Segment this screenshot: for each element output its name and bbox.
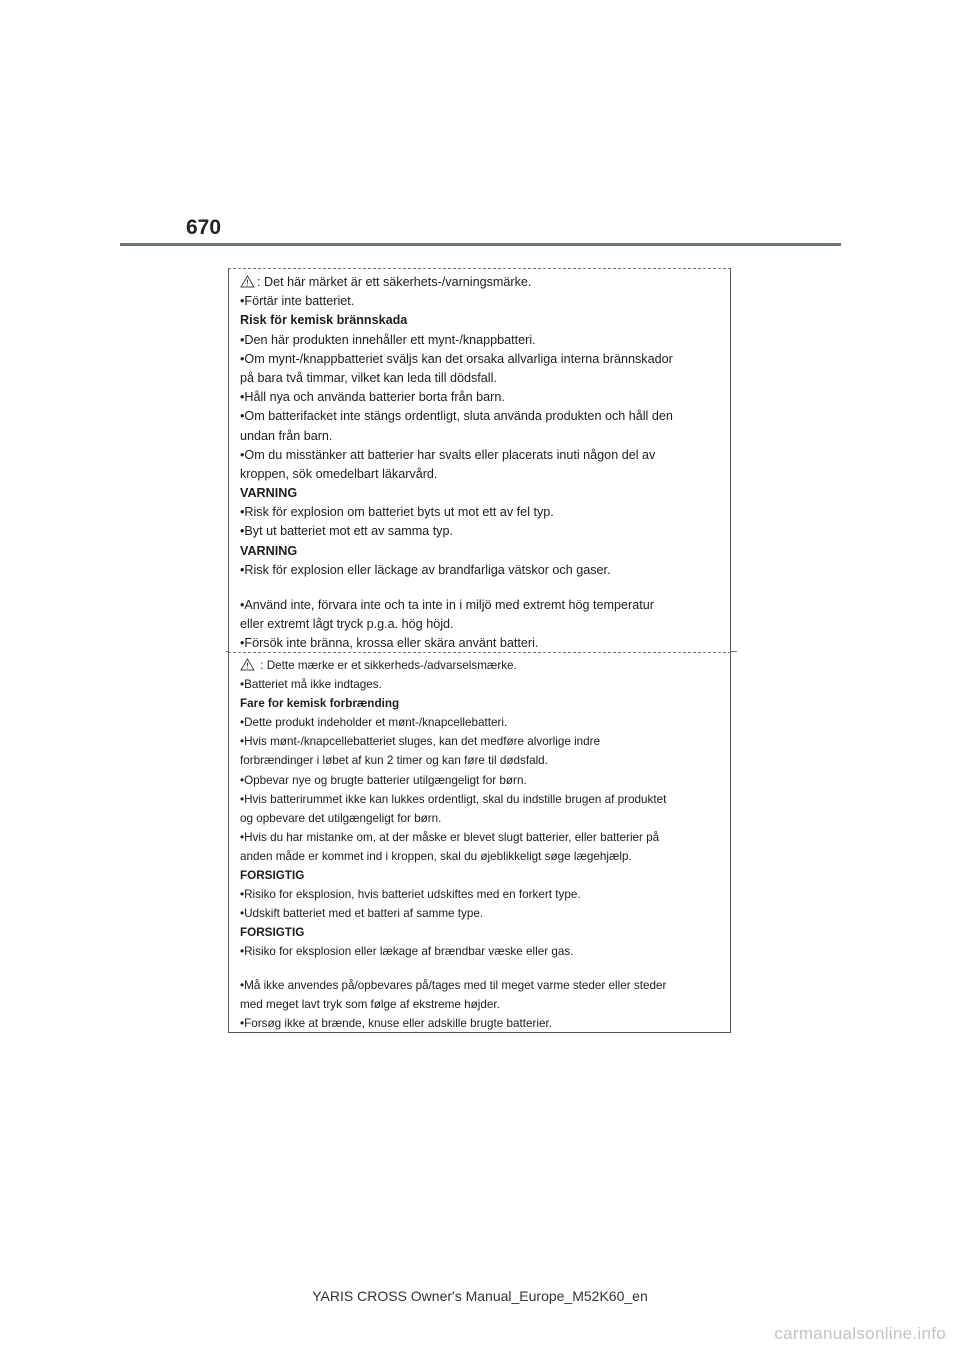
text-line: [240, 732, 722, 751]
warning-triangle-icon: [240, 658, 255, 671]
page-number: 670: [186, 216, 222, 239]
line-text: •Batteriet må ikke indtages.: [240, 678, 382, 692]
line-text: FORSIGTIG: [240, 926, 305, 940]
text-line: [240, 561, 722, 580]
line-text: •Den här produkten innehåller ett mynt-/knappbatteri.: [240, 332, 536, 347]
text-line: [240, 1014, 722, 1033]
line-text: Risk för kemisk brännskada: [240, 313, 408, 328]
line-text: •Förtär inte batteriet.: [240, 294, 355, 309]
text-line: [240, 675, 722, 694]
line-text: og opbevare det utilgængeligt for børn.: [240, 811, 442, 825]
text-line: [240, 503, 722, 522]
line-text: •Udskift batteriet med et batteri af samme type.: [240, 907, 484, 921]
text-line: [240, 446, 722, 465]
line-text: •Om mynt-/knappbatteriet sväljs kan det orsaka allvarliga interna brännskador: [240, 351, 673, 366]
section-heading: [240, 694, 722, 713]
line-text: •Må ikke anvendes på/opbevares på/tages med til meget varme steder eller steder: [240, 978, 667, 992]
line-text: •Risiko for eksplosion eller lækage af brændbar væske eller gas.: [240, 945, 574, 959]
line-text: VARNING: [240, 486, 298, 501]
line-text: Fare for kemisk forbrænding: [240, 697, 400, 711]
text-line: [240, 273, 722, 292]
text-line: [240, 771, 722, 790]
text-line: [240, 809, 722, 828]
text-line: [240, 995, 722, 1014]
line-text: •Håll nya och använda batterier borta från barn.: [240, 390, 505, 405]
section-heading: [240, 923, 722, 942]
line-text: eller extremt lågt tryck p.g.a. hög höjd.: [240, 617, 454, 632]
line-text: •Risiko for eksplosion, hvis batteriet udskiftes med en forkert type.: [240, 888, 581, 902]
text-line: [240, 292, 722, 311]
section-heading: [240, 866, 722, 885]
line-text: •Dette produkt indeholder et mønt-/knapcellebatteri.: [240, 716, 508, 730]
warning-triangle-icon: [240, 275, 255, 288]
text-line: [240, 751, 722, 770]
line-text: på bara två timmar, vilket kan leda till dödsfall.: [240, 370, 497, 385]
footer-manual-title: YARIS CROSS Owner's Manual_Europe_M52K60_en: [312, 1288, 648, 1304]
line-text: : Dette mærke er et sikkerheds-/advarselsmærke.: [257, 659, 517, 672]
text-line: [240, 407, 722, 426]
text-line: [240, 976, 722, 995]
line-text: •Använd inte, förvara inte och ta inte in i miljö med extremt hög temperatur: [240, 598, 654, 612]
paragraph-gap: [240, 962, 722, 976]
text-line: [240, 942, 722, 961]
line-text: forbrændinger i løbet af kun 2 timer og kan føre til dødsfald.: [240, 754, 548, 768]
text-line: [240, 634, 722, 653]
text-line: [240, 656, 722, 675]
line-text: VARNING: [240, 543, 298, 558]
text-line: [240, 427, 722, 446]
text-line: [240, 713, 722, 732]
watermark: carmanualsonline.info: [774, 1324, 946, 1343]
paragraph-gap: [240, 580, 722, 596]
text-line: [240, 522, 722, 541]
line-text: •Opbevar nye og brugte batterier utilgængeligt for børn.: [240, 773, 527, 787]
danish-warning-box: [228, 652, 731, 1033]
box-separator-right: [731, 651, 737, 653]
text-line: [240, 615, 722, 634]
line-text: anden måde er kommet ind i kroppen, skal du øjeblikkeligt søge lægehjælp.: [240, 849, 632, 863]
text-line: [240, 331, 722, 350]
line-text: •Hvis batterirummet ikke kan lukkes ordentligt, skal du indstille brugen af produktet: [240, 792, 667, 806]
line-text: med meget lavt tryk som følge af ekstreme højder.: [240, 997, 500, 1011]
section-heading: [240, 484, 722, 503]
text-line: [240, 904, 722, 923]
text-line: [240, 369, 722, 388]
text-line: [240, 885, 722, 904]
header-rule: [120, 243, 841, 246]
text-line: [240, 596, 722, 615]
line-text: •Om du misstänker att batterier har svalts eller placerats inuti någon del av: [240, 447, 656, 462]
line-text: undan från barn.: [240, 428, 333, 443]
section-heading: [240, 311, 722, 330]
line-text: •Risk för explosion eller läckage av brandfarliga vätskor och gaser.: [240, 562, 611, 577]
text-line: [240, 465, 722, 484]
line-text: •Hvis du har mistanke om, at der måske er blevet slugt batterier, eller batterier på: [240, 830, 660, 844]
line-text: •Försök inte bränna, krossa eller skära använt batteri.: [240, 636, 539, 651]
line-text: •Risk för explosion om batteriet byts ut mot ett av fel typ.: [240, 505, 554, 520]
text-line: [240, 847, 722, 866]
line-text: •Byt ut batteriet mot ett av samma typ.: [240, 524, 453, 539]
line-text: : Det här märket är ett säkerhets-/varningsmärke.: [257, 275, 532, 289]
line-text: FORSIGTIG: [240, 869, 305, 883]
text-line: [240, 790, 722, 809]
line-text: •Om batterifacket inte stängs ordentligt, sluta använda produkten och håll den: [240, 409, 673, 424]
text-line: [240, 828, 722, 847]
text-line: [240, 388, 722, 407]
swedish-warning-box: [228, 268, 731, 652]
line-text: kroppen, sök omedelbart läkarvård.: [240, 466, 438, 481]
text-line: [240, 350, 722, 369]
line-text: •Hvis mønt-/knapcellebatteriet sluges, kan det medføre alvorlige indre: [240, 735, 601, 749]
line-text: •Forsøg ikke at brænde, knuse eller adskille brugte batterier.: [240, 1016, 553, 1030]
section-heading: [240, 542, 722, 561]
